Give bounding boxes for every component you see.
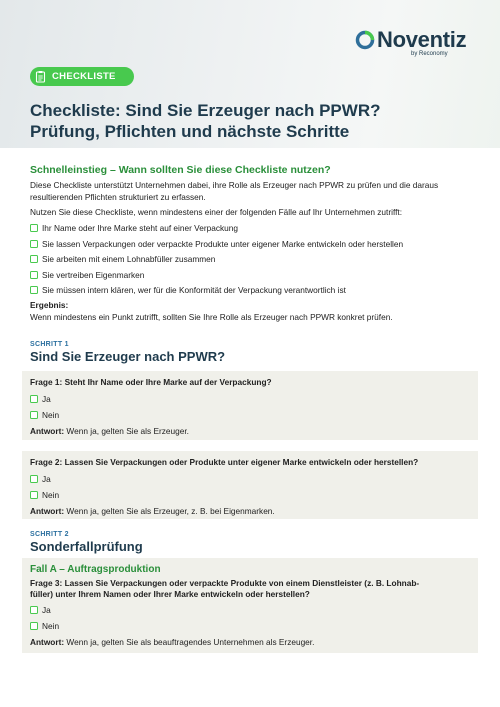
- checkbox[interactable]: [30, 224, 38, 232]
- checkbox[interactable]: [30, 622, 38, 630]
- step-2-heading: Sonderfallprüfung: [30, 539, 143, 554]
- option-no[interactable]: Nein: [30, 487, 470, 503]
- checkbox[interactable]: [30, 255, 38, 263]
- page-title: [30, 100, 470, 142]
- step-2-header: [30, 531, 470, 554]
- intro-check-item[interactable]: Sie lassen Verpackungen oder verpackte Produkte unter eigener Marke entwickeln oder herstellen: [30, 236, 470, 252]
- option-yes[interactable]: Ja: [30, 391, 470, 407]
- noventiz-ring-icon: [355, 30, 375, 50]
- intro-heading: Schnelleinstieg – Wann sollten Sie diese Checkliste nutzen?: [30, 164, 331, 176]
- intro-check-item[interactable]: Sie vertreiben Eigenmarken: [30, 267, 470, 283]
- result-text: Wenn mindestens ein Punkt zutrifft, sollten Sie Ihre Rolle als Erzeuger nach PPWR konkret prüfen.: [30, 311, 393, 322]
- intro-check-item[interactable]: Sie arbeiten mit einem Lohnabfüller zusammen: [30, 252, 470, 268]
- checkbox[interactable]: [30, 411, 38, 419]
- checkbox[interactable]: [30, 271, 38, 279]
- intro-section: [30, 164, 470, 323]
- question-1: Frage 1: Steht Ihr Name oder Ihre Marke auf der Verpackung?: [30, 377, 272, 387]
- question-card-2: [22, 451, 478, 519]
- intro-checklist: [30, 221, 470, 299]
- intro-check-item[interactable]: Ihr Name oder Ihre Marke steht auf einer Verpackung: [30, 221, 470, 237]
- option-no[interactable]: Nein: [30, 618, 470, 634]
- intro-paragraph-1: Diese Checkliste unterstützt Unternehmen dabei, ihre Rolle als Erzeuger nach PPWR zu prüfen und die daraus resultierenden Pflichten strukturiert zu erfassen.: [30, 180, 439, 202]
- answer-1: Antwort: Wenn ja, gelten Sie als Erzeuger.: [30, 426, 189, 436]
- checkbox[interactable]: [30, 606, 38, 614]
- result-label: Ergebnis:: [30, 300, 69, 310]
- checkbox[interactable]: [30, 286, 38, 294]
- step-1-label: SCHRITT 1: [30, 341, 69, 348]
- brand-subline: by Reconomy: [411, 51, 448, 57]
- option-yes[interactable]: Ja: [30, 602, 470, 618]
- title-line-2: Prüfung, Pflichten und nächste Schritte: [30, 122, 350, 141]
- answer-3: Antwort: Wenn ja, gelten Sie als beauftragendes Unternehmen als Erzeuger.: [30, 637, 315, 647]
- intro-check-item[interactable]: Sie müssen intern klären, wer für die Konformität der Verpackung verantwortlich ist: [30, 283, 470, 299]
- checkbox[interactable]: [30, 491, 38, 499]
- checkbox[interactable]: [30, 395, 38, 403]
- option-no[interactable]: Nein: [30, 407, 470, 423]
- brand-name: Noventiz: [377, 27, 467, 52]
- title-line-1: Checkliste: Sind Sie Erzeuger nach PPWR?: [30, 101, 381, 120]
- question-card-1: [22, 371, 478, 440]
- intro-paragraph-2: Nutzen Sie diese Checkliste, wenn mindestens einer der folgenden Fälle auf Ihr Unternehmen zutrifft:: [30, 207, 403, 217]
- question-card-3: [22, 558, 478, 653]
- question-3: Frage 3: Lassen Sie Verpackungen oder verpackte Produkte von einem Dienstleister (z. B. Lohnab- füller) unter Ihrem Namen oder Ihrer Marke entwickeln oder herstellen?: [30, 578, 420, 599]
- step-2-label: SCHRITT 2: [30, 531, 69, 538]
- step-1-header: [30, 341, 470, 364]
- checkbox[interactable]: [30, 240, 38, 248]
- clipboard-icon: [34, 70, 47, 83]
- checklist-badge: [30, 67, 134, 86]
- badge-label: CHECKLISTE: [52, 71, 116, 82]
- answer-2: Antwort: Wenn ja, gelten Sie als Erzeuger, z. B. bei Eigenmarken.: [30, 506, 275, 516]
- question-2: Frage 2: Lassen Sie Verpackungen oder Produkte unter eigener Marke entwickeln oder herstellen?: [30, 457, 419, 467]
- case-a-heading: Fall A – Auftragsproduktion: [30, 564, 161, 575]
- checkbox[interactable]: [30, 475, 38, 483]
- step-1-heading: Sind Sie Erzeuger nach PPWR?: [30, 349, 226, 364]
- option-yes[interactable]: Ja: [30, 471, 470, 487]
